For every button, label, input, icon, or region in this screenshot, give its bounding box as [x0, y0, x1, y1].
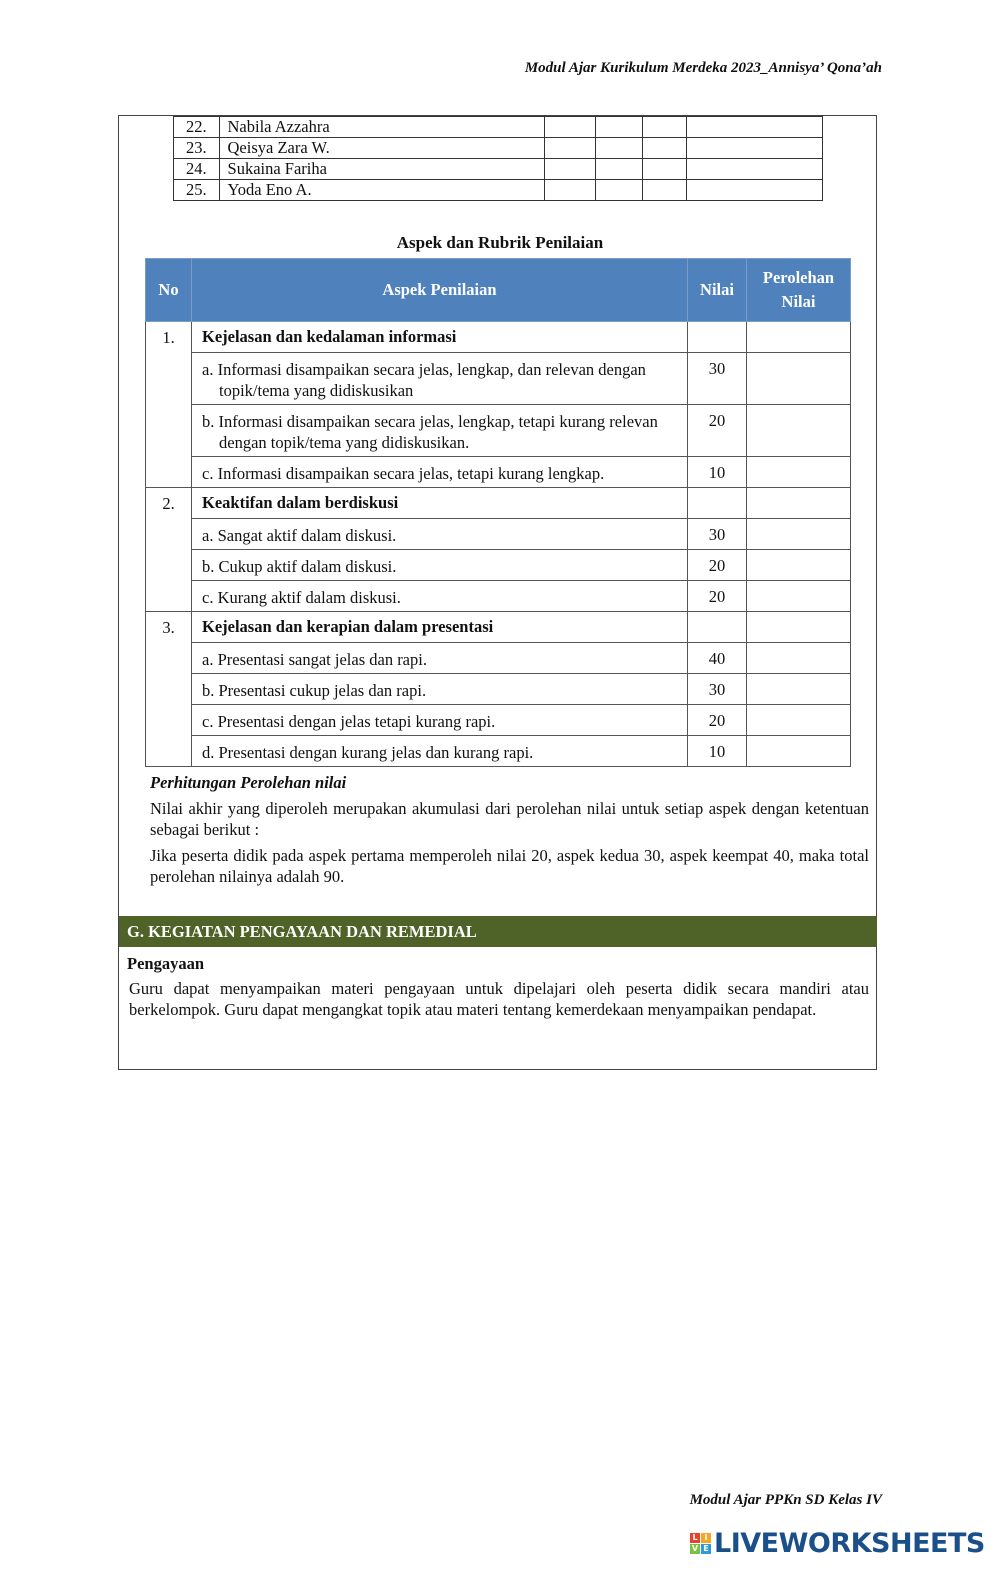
perolehan-cell[interactable] [747, 405, 851, 457]
criteria-nilai: 20 [688, 581, 747, 612]
criteria-text-cell [192, 736, 688, 767]
score-cell[interactable] [545, 117, 596, 138]
criteria-text: d. Presentasi dengan kurang jelas dan kurang rapi. [202, 743, 534, 762]
score-cell[interactable] [596, 117, 643, 138]
aspect-row [146, 322, 851, 353]
criteria-nilai: 20 [688, 550, 747, 581]
pengayaan-text: Guru dapat menyampaikan materi pengayaan untuk dipelajari oleh peserta didik secara mandiri atau berkelompok. Guru dapat mengangkat topik atau materi tentang kemerdekaan menyampaikan pendapat. [129, 979, 869, 1019]
aspect-number: 1. [146, 322, 192, 488]
aspect-title: Kejelasan dan kerapian dalam presentasi [192, 612, 688, 643]
header-perolehan-line2: Nilai [781, 292, 816, 311]
aspect-nilai-cell [688, 488, 747, 519]
criteria-nilai: 30 [688, 519, 747, 550]
header-aspek: Aspek Penilaian [192, 259, 688, 322]
perolehan-cell[interactable] [747, 736, 851, 767]
header-nilai: Nilai [688, 259, 747, 322]
criteria-text: b. Presentasi cukup jelas dan rapi. [202, 681, 427, 700]
logo-grid-icon [690, 1533, 711, 1554]
student-name: Nabila Azzahra [219, 117, 545, 138]
score-cell[interactable] [545, 138, 596, 159]
criteria-nilai: 20 [688, 405, 747, 457]
student-name: Yoda Eno A. [219, 180, 545, 201]
criteria-text-cell [192, 674, 688, 705]
aspect-number: 3. [146, 612, 192, 767]
score-cell[interactable] [686, 138, 822, 159]
score-cell[interactable] [643, 138, 686, 159]
score-cell[interactable] [596, 159, 643, 180]
criteria-row [146, 643, 851, 674]
logo-letter-e: E [701, 1544, 711, 1554]
perolehan-cell[interactable] [747, 353, 851, 405]
score-cell[interactable] [596, 180, 643, 201]
perolehan-cell[interactable] [747, 581, 851, 612]
score-cell[interactable] [545, 159, 596, 180]
student-row [174, 117, 823, 138]
score-cell[interactable] [643, 180, 686, 201]
criteria-row [146, 405, 851, 457]
aspect-row [146, 612, 851, 643]
rubric-header-row [146, 259, 851, 322]
criteria-text: c. Presentasi dengan jelas tetapi kurang rapi. [202, 712, 496, 731]
criteria-text-cell [192, 519, 688, 550]
criteria-text: b. Cukup aktif dalam diskusi. [202, 557, 397, 576]
student-list-table [173, 116, 823, 201]
criteria-text-cell [192, 550, 688, 581]
criteria-row [146, 736, 851, 767]
criteria-row [146, 674, 851, 705]
criteria-nilai: 20 [688, 705, 747, 736]
criteria-text-cell [192, 457, 688, 488]
perolehan-cell[interactable] [747, 705, 851, 736]
header-no: No [146, 259, 192, 322]
score-cell[interactable] [545, 180, 596, 201]
calculation-title: Perhitungan Perolehan nilai [150, 773, 347, 792]
perolehan-cell[interactable] [747, 550, 851, 581]
criteria-nilai: 30 [688, 353, 747, 405]
perolehan-cell[interactable] [747, 457, 851, 488]
pengayaan-title: Pengayaan [127, 954, 205, 973]
aspect-row [146, 488, 851, 519]
logo-letter-i: I [701, 1533, 711, 1543]
student-row [174, 159, 823, 180]
criteria-text: a. Presentasi sangat jelas dan rapi. [202, 650, 427, 669]
criteria-row [146, 353, 851, 405]
criteria-text-cell [192, 705, 688, 736]
perolehan-cell[interactable] [747, 612, 851, 643]
criteria-nilai: 40 [688, 643, 747, 674]
criteria-row [146, 705, 851, 736]
criteria-nilai: 10 [688, 736, 747, 767]
criteria-nilai: 30 [688, 674, 747, 705]
calculation-paragraph-2: Jika peserta didik pada aspek pertama memperoleh nilai 20, aspek kedua 30, aspek keempat 40, maka total perolehan nilainya adalah 90. [150, 846, 869, 886]
student-name: Sukaina Fariha [219, 159, 545, 180]
aspect-number: 2. [146, 488, 192, 612]
perolehan-cell[interactable] [747, 322, 851, 353]
aspect-title: Keaktifan dalam berdiskusi [192, 488, 688, 519]
student-name: Qeisya Zara W. [219, 138, 545, 159]
criteria-text: c. Informasi disampaikan secara jelas, tetapi kurang lengkap. [202, 464, 605, 483]
score-cell[interactable] [686, 180, 822, 201]
criteria-text: c. Kurang aktif dalam diskusi. [202, 588, 401, 607]
logo-letter-l: L [690, 1533, 700, 1543]
score-cell[interactable] [596, 138, 643, 159]
liveworksheets-logo [690, 1528, 985, 1558]
criteria-text-cell [192, 405, 688, 457]
score-cell[interactable] [686, 117, 822, 138]
calculation-section [150, 772, 869, 892]
criteria-text-cell [192, 581, 688, 612]
rubric-table [145, 258, 851, 767]
score-cell[interactable] [643, 159, 686, 180]
criteria-text: a. Sangat aktif dalam diskusi. [202, 526, 397, 545]
criteria-row [146, 550, 851, 581]
criteria-nilai: 10 [688, 457, 747, 488]
section-g-heading: G. KEGIATAN PENGAYAAN DAN REMEDIAL [119, 916, 877, 947]
student-number: 25. [174, 180, 220, 201]
page-header: Modul Ajar Kurikulum Merdeka 2023_Annisya’ Qona’ah [524, 60, 882, 76]
student-row [174, 180, 823, 201]
page-footer: Modul Ajar PPKn SD Kelas IV [689, 1492, 882, 1508]
aspect-title: Kejelasan dan kedalaman informasi [192, 322, 688, 353]
student-number: 22. [174, 117, 220, 138]
score-cell[interactable] [686, 159, 822, 180]
criteria-text-cell [192, 643, 688, 674]
criteria-row [146, 457, 851, 488]
criteria-text-cell [192, 353, 688, 405]
pengayaan-section [127, 953, 869, 1020]
criteria-row [146, 581, 851, 612]
score-cell[interactable] [643, 117, 686, 138]
perolehan-cell[interactable] [747, 488, 851, 519]
calculation-paragraph-1: Nilai akhir yang diperoleh merupakan akumulasi dari perolehan nilai untuk setiap aspek dengan ketentuan sebagai berikut : [150, 799, 869, 839]
logo-letter-v: V [691, 1543, 699, 1553]
perolehan-cell[interactable] [747, 674, 851, 705]
perolehan-cell[interactable] [747, 643, 851, 674]
student-number: 23. [174, 138, 220, 159]
header-perolehan-line1: Perolehan [762, 268, 835, 287]
criteria-text: a. Informasi disampaikan secara jelas, lengkap, dan relevan dengan topik/tema yang didiskusikan [202, 360, 646, 400]
rubric-title: Aspek dan Rubrik Penilaian [396, 233, 604, 252]
logo-text: LIVEWORKSHEETS [714, 1527, 985, 1559]
perolehan-cell[interactable] [747, 519, 851, 550]
criteria-text: b. Informasi disampaikan secara jelas, lengkap, tetapi kurang relevan dengan topik/tema yang didiskusikan. [202, 412, 658, 452]
student-row [174, 138, 823, 159]
student-number: 24. [174, 159, 220, 180]
criteria-row [146, 519, 851, 550]
aspect-nilai-cell [688, 322, 747, 353]
aspect-nilai-cell [688, 612, 747, 643]
header-perolehan [747, 259, 851, 322]
